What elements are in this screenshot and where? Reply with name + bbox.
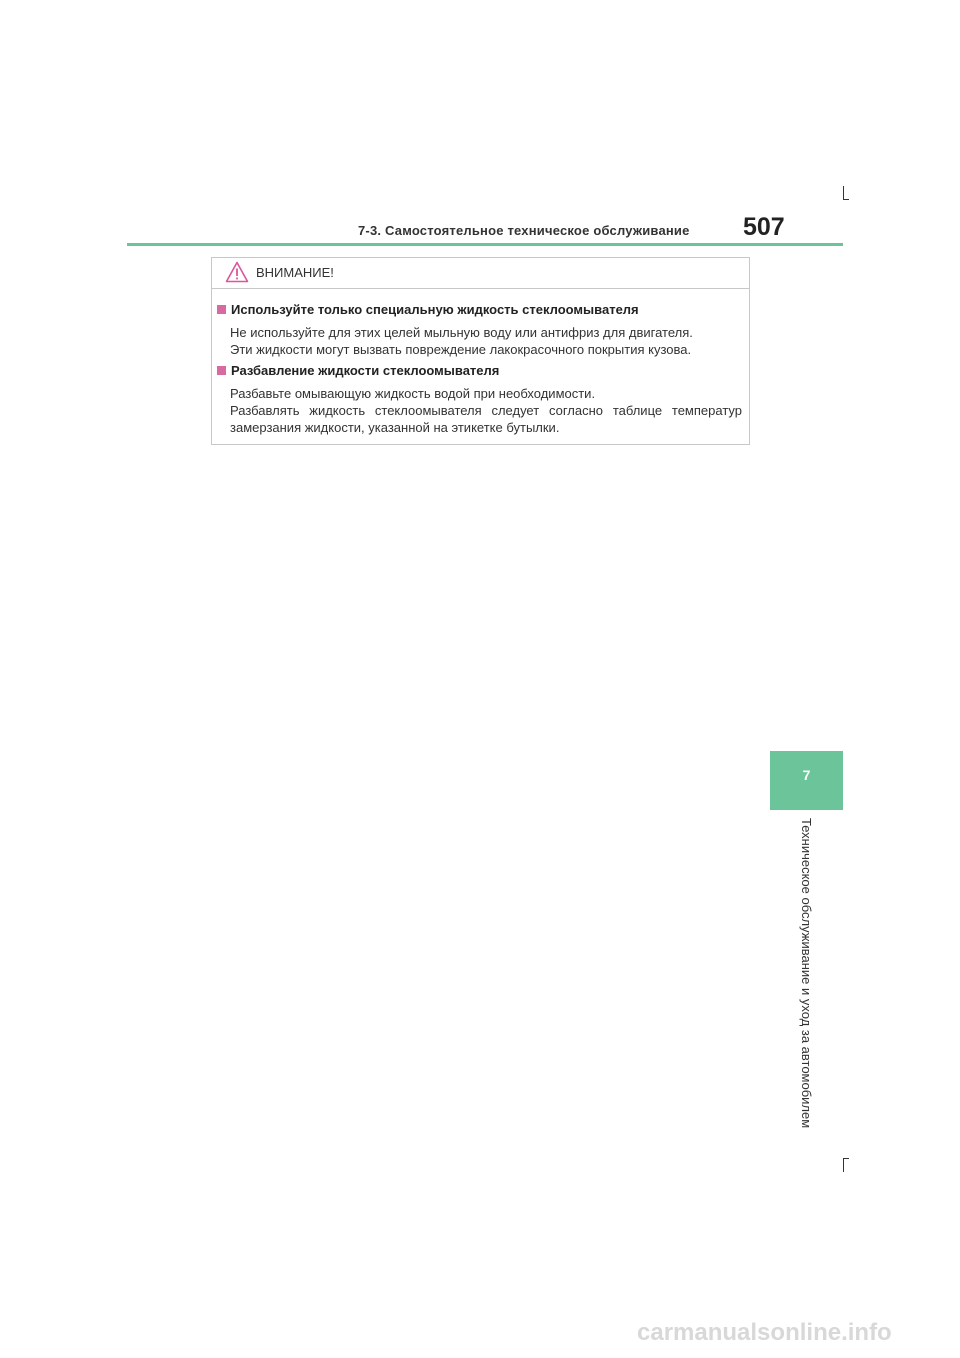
chapter-tab xyxy=(770,751,843,810)
chapter-title: Техническое обслуживание и уход за автомобилем xyxy=(799,818,814,1129)
body-line: Не используйте для этих целей мыльную воду или антифриз для двигателя. xyxy=(230,325,693,340)
section-body-dilution xyxy=(230,385,742,436)
chapter-number: 7 xyxy=(802,767,811,783)
crop-mark-top-h xyxy=(843,199,849,200)
body-paragraph: Разбавлять жидкость стеклоомывателя следует согласно таблице температур замерзания жидкости, указанной на этикетке бутылки. xyxy=(230,403,742,435)
chapter-side-label xyxy=(798,818,816,1129)
warning-box xyxy=(211,257,750,445)
warning-title: ВНИМАНИЕ! xyxy=(256,265,334,280)
body-line: Разбавьте омывающую жидкость водой при необходимости. xyxy=(230,386,596,401)
body-line: Эти жидкости могут вызвать повреждение лакокрасочного покрытия кузова. xyxy=(230,342,692,357)
warning-header xyxy=(212,258,749,289)
crop-mark-top xyxy=(843,186,844,200)
crop-mark-bottom xyxy=(843,1158,844,1172)
crop-mark-bottom-h xyxy=(843,1158,849,1159)
section-heading-dilution xyxy=(217,363,499,378)
header-rule xyxy=(127,243,843,246)
section-heading-text: Используйте только специальную жидкость стеклоомывателя xyxy=(231,302,639,317)
warning-triangle-icon xyxy=(225,261,249,283)
section-header-title: 7-3. Самостоятельное техническое обслуживание xyxy=(358,223,690,238)
page-number: 507 xyxy=(743,213,785,241)
square-bullet-icon xyxy=(217,366,226,375)
watermark: carmanualsonline.info xyxy=(637,1319,892,1346)
section-heading-washer-fluid xyxy=(217,302,639,317)
section-heading-text: Разбавление жидкости стеклоомывателя xyxy=(231,363,500,378)
section-body-washer-fluid xyxy=(230,324,742,358)
square-bullet-icon xyxy=(217,305,226,314)
